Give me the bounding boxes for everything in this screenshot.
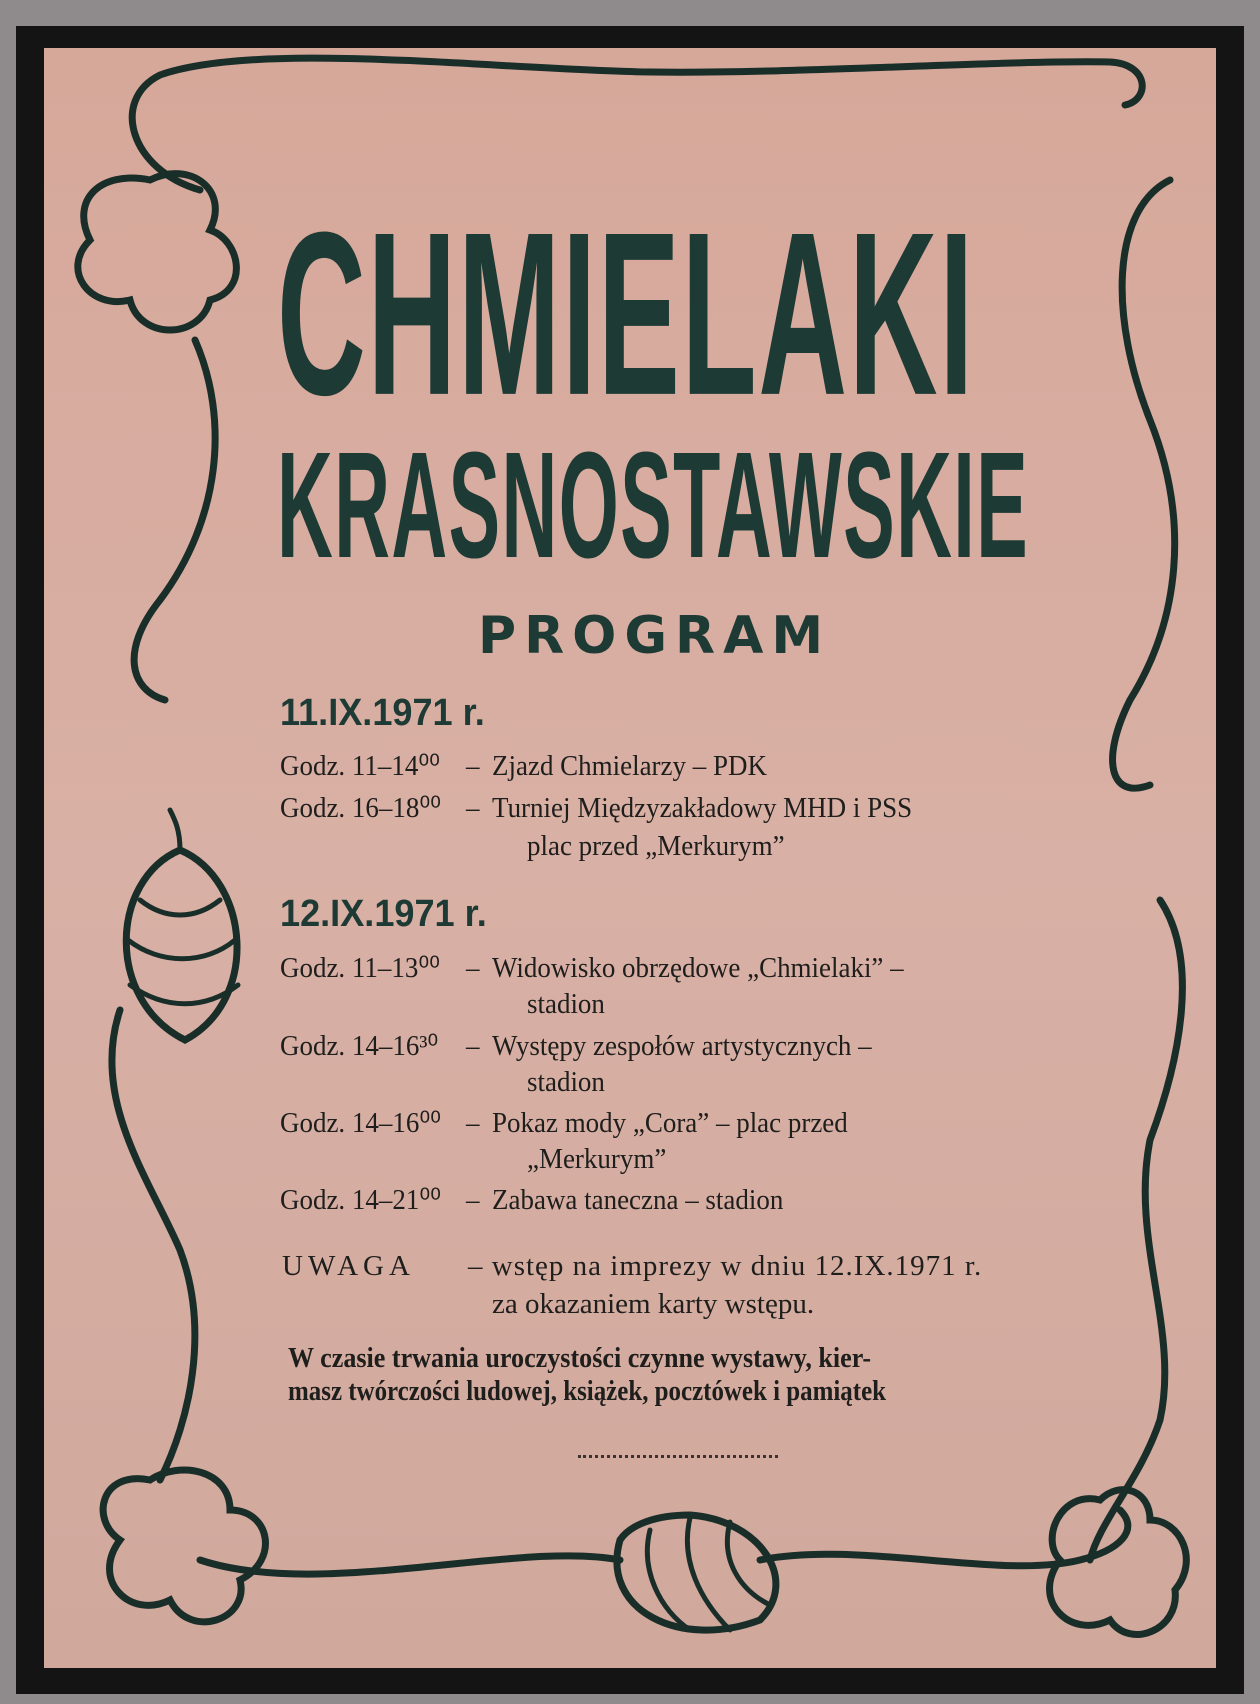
hop-leaf-icon [103, 1470, 265, 1622]
day-2-date: 12.IX.1971 r. [280, 893, 487, 935]
program-heading: PROGRAM [478, 606, 832, 666]
notice-line1: – wstęp na imprezy w dniu 12.IX.1971 r. [468, 1250, 983, 1282]
event-dash: – [466, 1107, 480, 1139]
left-lower-vine [112, 1010, 195, 1480]
right-lower-vine [1090, 900, 1182, 1560]
event-continuation: plac przed „Merkurym” [527, 830, 785, 862]
event-time: Godz. 11–13⁰⁰ [280, 952, 440, 984]
event-dash: – [466, 1184, 480, 1216]
event-time: Godz. 16–18⁰⁰ [280, 792, 441, 824]
notice-line2: za okazaniem karty wstępu. [492, 1288, 815, 1320]
hop-cone-icon [617, 1515, 776, 1630]
poster-title-line2: KRASNOSTAWSKIE [277, 420, 1030, 590]
top-vine [132, 58, 1142, 190]
hop-leaf-icon [78, 174, 237, 330]
left-vine [134, 340, 215, 700]
day-1-date: 11.IX.1971 r. [280, 692, 485, 734]
event-dash: – [466, 1030, 480, 1062]
event-time: Godz. 14–16³⁰ [280, 1030, 439, 1062]
event-row [280, 790, 912, 825]
printer-imprint [578, 1455, 778, 1462]
poster-title-line1: CHMIELAKI [277, 183, 976, 444]
right-vine [1113, 180, 1175, 788]
event-text: Zjazd Chmielarzy – PDK [492, 750, 767, 782]
footer-line2: masz twórczości ludowej, książek, pocztówek i pamiątek [288, 1375, 887, 1407]
event-row [280, 1182, 783, 1217]
event-row [280, 950, 904, 985]
event-dash: – [466, 750, 480, 782]
event-row [280, 748, 767, 783]
event-row [280, 1105, 848, 1140]
event-continuation: „Merkurym” [527, 1143, 667, 1175]
event-dash: – [466, 952, 480, 984]
event-time: Godz. 11–14⁰⁰ [280, 750, 440, 782]
hop-cone-icon [126, 810, 238, 1040]
event-dash: – [466, 792, 480, 824]
event-continuation: stadion [527, 988, 605, 1020]
footer-line1: W czasie trwania uroczystości czynne wystawy, kier- [288, 1342, 872, 1374]
event-row [280, 1028, 872, 1063]
event-text: Występy zespołów artystycznych – [492, 1030, 872, 1062]
event-text: Widowisko obrzędowe „Chmielaki” – [492, 952, 904, 984]
event-continuation: stadion [527, 1066, 605, 1098]
event-time: Godz. 14–16⁰⁰ [280, 1107, 441, 1139]
event-text: Pokaz mody „Cora” – plac przed [492, 1107, 848, 1139]
notice-label: UWAGA [282, 1250, 415, 1282]
event-text: Turniej Międzyzakładowy MHD i PSS [492, 792, 913, 824]
event-time: Godz. 14–21⁰⁰ [280, 1184, 441, 1216]
event-text: Zabawa taneczna – stadion [492, 1184, 784, 1216]
